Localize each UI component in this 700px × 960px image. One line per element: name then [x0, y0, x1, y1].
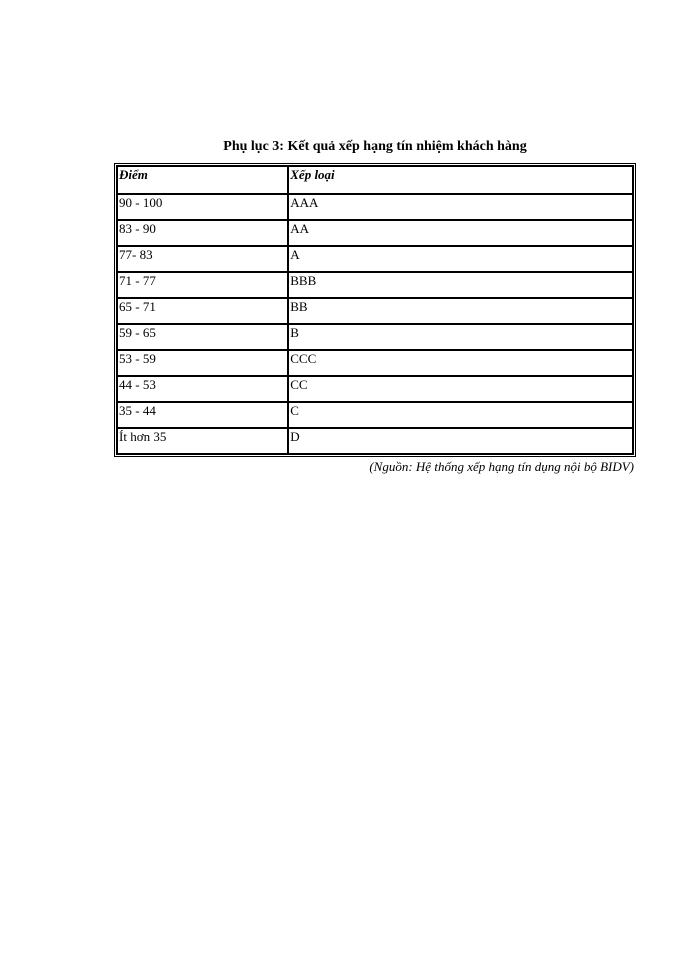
score-cell: 65 - 71	[117, 298, 288, 324]
grade-cell: AA	[288, 220, 633, 246]
grade-cell: CCC	[288, 350, 633, 376]
table-row	[117, 246, 633, 272]
table-row	[117, 376, 633, 402]
score-cell: 90 - 100	[117, 194, 288, 220]
score-cell: 53 - 59	[117, 350, 288, 376]
header-grade: Xếp loại	[288, 166, 633, 194]
grade-cell: AAA	[288, 194, 633, 220]
score-cell: 59 - 65	[117, 324, 288, 350]
table-row	[117, 428, 633, 454]
grade-cell: CC	[288, 376, 633, 402]
grade-cell: D	[288, 428, 633, 454]
grade-cell: BBB	[288, 272, 633, 298]
score-cell: Ít hơn 35	[117, 428, 288, 454]
score-cell: 77- 83	[117, 246, 288, 272]
source-note: (Nguồn: Hệ thống xếp hạng tín dụng nội bộ BIDV)	[369, 459, 634, 474]
score-cell: 35 - 44	[117, 402, 288, 428]
grade-cell: B	[288, 324, 633, 350]
credit-rating-table	[114, 163, 636, 457]
table-row	[117, 350, 633, 376]
score-cell: 71 - 77	[117, 272, 288, 298]
table-row	[117, 220, 633, 246]
grade-cell: A	[288, 246, 633, 272]
table-row	[117, 272, 633, 298]
score-cell: 44 - 53	[117, 376, 288, 402]
table-row	[117, 402, 633, 428]
grade-cell: BB	[288, 298, 633, 324]
table-header-row	[117, 166, 633, 194]
header-score: Điểm	[117, 166, 288, 194]
table-row	[117, 298, 633, 324]
page-title: Phụ lục 3: Kết quả xếp hạng tín nhiệm khách hàng	[223, 139, 527, 154]
score-cell: 83 - 90	[117, 220, 288, 246]
table-row	[117, 324, 633, 350]
table-row	[117, 194, 633, 220]
grade-cell: C	[288, 402, 633, 428]
